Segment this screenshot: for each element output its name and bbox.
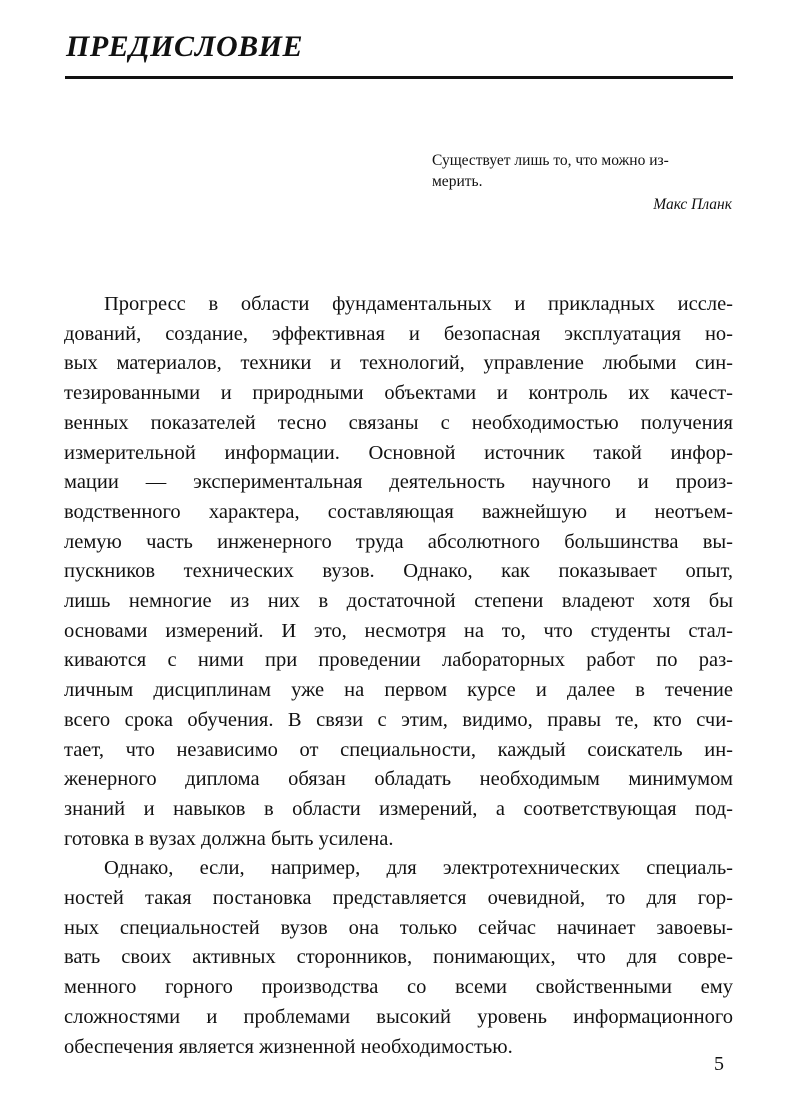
text-line: тает, что независимо от специальности, каждый соискатель ин-	[64, 738, 733, 761]
text-line: киваются с ними при проведении лабораторных работ по раз-	[64, 649, 733, 672]
epigraph-line: мерить.	[432, 173, 483, 190]
text-line: готовка в вузах должна быть усилена.	[64, 827, 394, 850]
text-line: водственного характера, составляющая важнейшую и неотъем-	[64, 500, 733, 523]
text-line: основами измерений. И это, несмотря на то, что студенты стал-	[64, 619, 733, 642]
text-line: тезированными и природными объектами и контроль их качест-	[64, 382, 733, 405]
paragraph-1	[64, 290, 733, 854]
text-line: лемую часть инженерного труда абсолютного большинства вы-	[64, 530, 733, 553]
text-line: мации — экспериментальная деятельность научного и произ-	[64, 471, 733, 494]
text-line: вых материалов, техники и технологий, управление любыми син-	[64, 352, 733, 375]
text-line: лишь немногие из них в достаточной степени владеют хотя бы	[64, 590, 733, 613]
text-line: ностей такая постановка представляется очевидной, то для гор-	[64, 887, 733, 910]
text-line: венных показателей тесно связаны с необходимостью получения	[64, 411, 733, 434]
text-line: знаний и навыков в области измерений, а соответствующая под-	[64, 797, 733, 820]
text-line: измерительной информации. Основной источник такой инфор-	[64, 441, 733, 464]
text-line: сложностями и проблемами высокий уровень информационного	[64, 1005, 733, 1028]
text-line: Прогресс в области фундаментальных и прикладных иссле-	[104, 293, 733, 315]
body-text	[64, 290, 733, 1062]
page-number: 5	[714, 1053, 724, 1075]
paragraph-2	[64, 854, 733, 1062]
text-line: пускников технических вузов. Однако, как показывает опыт,	[64, 560, 733, 583]
text-line: менного горного производства со всеми свойственными ему	[64, 976, 733, 999]
text-line: личным дисциплинам уже на первом курсе и далее в течение	[64, 679, 733, 702]
text-line: обеспечения является жизненной необходимостью.	[64, 1035, 513, 1058]
epigraph	[432, 150, 732, 215]
epigraph-author: Макс Планк	[653, 196, 732, 213]
epigraph-line: Существует лишь то, что можно из-	[432, 152, 669, 169]
text-line: женерного диплома обязан обладать необходимым минимумом	[64, 768, 733, 791]
text-line: Однако, если, например, для электротехнических специаль-	[104, 857, 733, 880]
chapter-heading: ПРЕДИСЛОВИЕ	[66, 30, 303, 63]
text-line: дований, создание, эффективная и безопасная эксплуатация но-	[64, 322, 733, 345]
text-line: вать своих активных сторонников, понимающих, что для совре-	[64, 946, 733, 969]
heading-rule	[65, 76, 733, 79]
text-line: ных специальностей вузов она только сейчас начинает завоевы-	[64, 916, 733, 939]
text-line: всего срока обучения. В связи с этим, видимо, правы те, кто счи-	[64, 708, 733, 731]
